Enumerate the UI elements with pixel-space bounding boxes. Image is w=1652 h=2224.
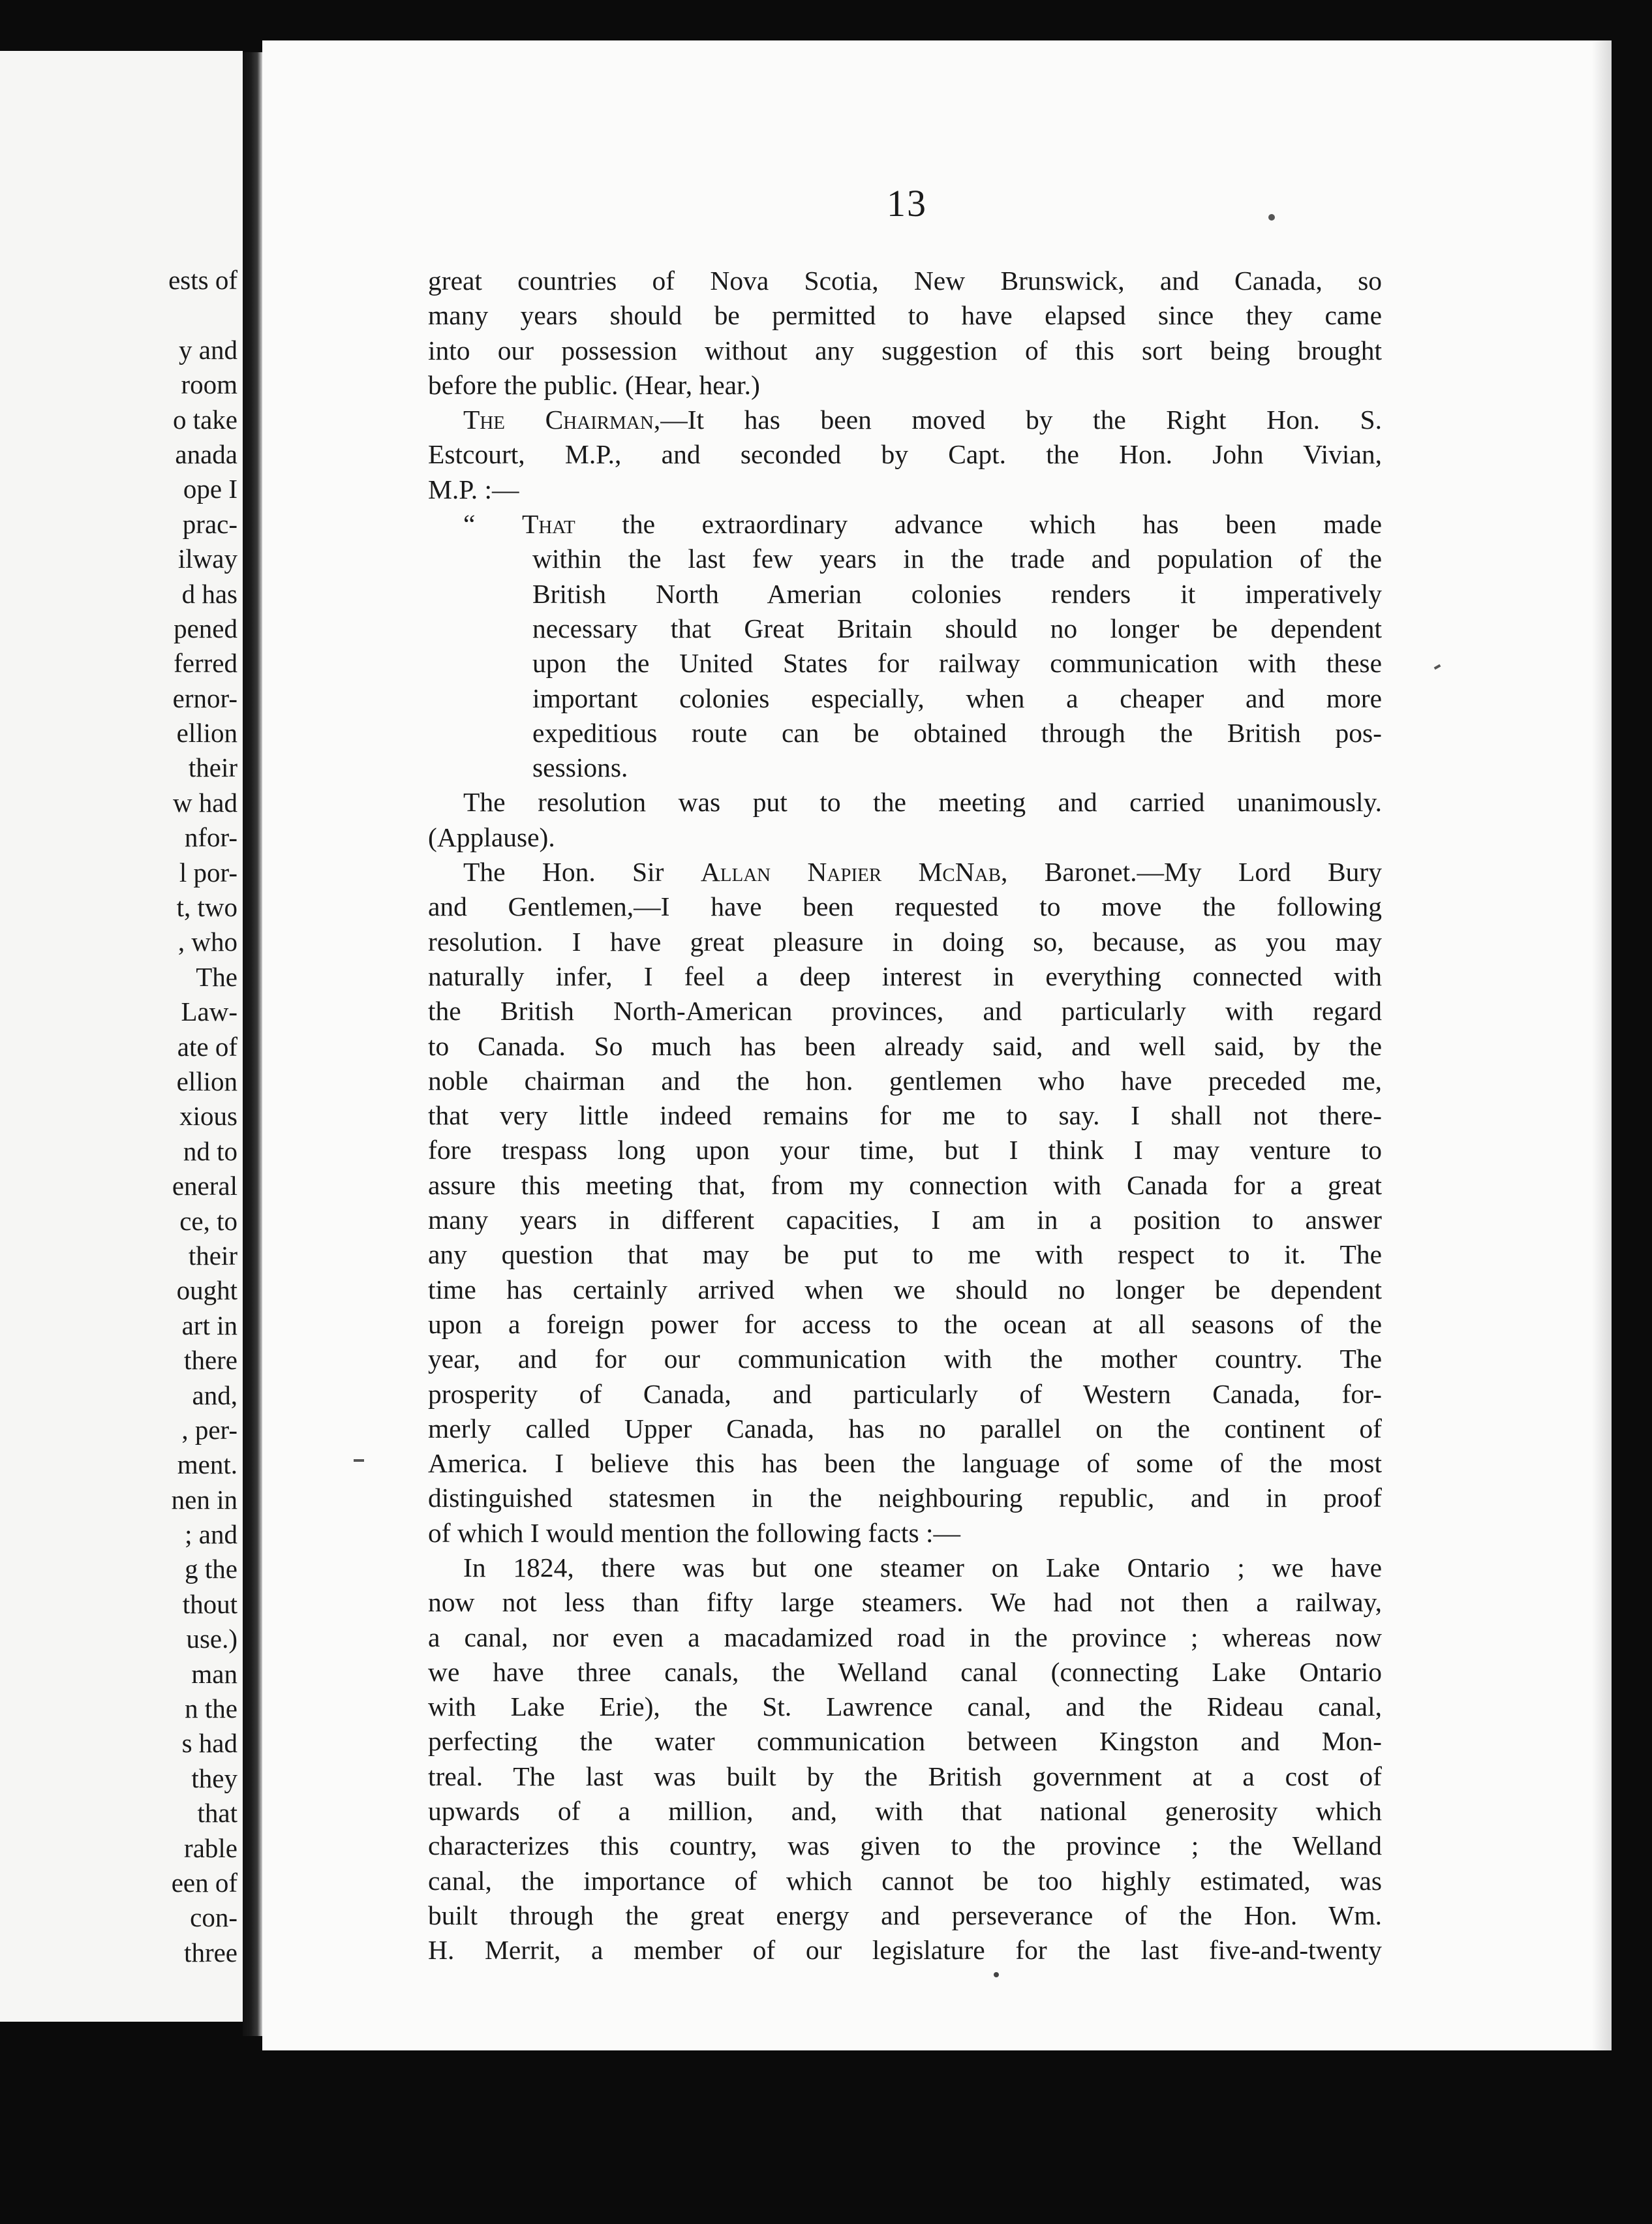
text-line <box>428 1620 1382 1655</box>
previous-page-line: pened <box>174 613 237 643</box>
text-line <box>428 577 1382 611</box>
line-text: and Gentlemen,—I have been requested to move the following <box>428 891 1382 922</box>
previous-page-line: ernor- <box>172 683 237 713</box>
line-text: of which I would mention the following facts :— <box>428 1517 961 1548</box>
line-text: to Canada. So much has been already said, and well said, by the <box>428 1030 1382 1061</box>
line-text: M.P. :— <box>428 474 519 504</box>
line-text: expeditious route can be obtained through the British pos- <box>532 717 1382 748</box>
text-line <box>428 889 1382 924</box>
previous-page-line: their <box>188 1240 237 1271</box>
text-line <box>428 1133 1382 1167</box>
previous-page-line: y and <box>179 334 237 365</box>
line-text: the extraordinary advance which has been made <box>575 509 1382 540</box>
line-text: prosperity of Canada, and particularly of Western Canada, for- <box>428 1378 1382 1409</box>
previous-page-line: ought <box>176 1275 237 1306</box>
previous-page-line: ate of <box>177 1031 237 1062</box>
text-line <box>428 1168 1382 1203</box>
previous-page-line: Law- <box>181 996 237 1027</box>
line-text: any question that may be put to me with respect to it. The <box>428 1239 1382 1270</box>
body-text <box>428 264 1382 1968</box>
previous-page-line: ope I <box>183 474 237 504</box>
previous-page-line: t, two <box>176 892 237 923</box>
previous-page-line: man <box>191 1658 237 1689</box>
line-prefix: “ <box>463 509 523 540</box>
line-text: now not less than fifty large steamers. We had not then a railway, <box>428 1587 1382 1618</box>
previous-page-line: ferred <box>174 648 237 679</box>
speaker-name: That <box>522 509 575 540</box>
text-line <box>428 1237 1382 1272</box>
text-line <box>428 646 1382 681</box>
line-text: In 1824, there was but one steamer on Lake Ontario ; we have <box>463 1552 1382 1583</box>
previous-page-line: that <box>197 1798 237 1829</box>
text-line <box>428 1794 1382 1829</box>
page-edge <box>1592 40 1612 2050</box>
text-line <box>428 785 1382 820</box>
line-text: time has certainly arrived when we should no longer be dependent <box>428 1274 1382 1305</box>
previous-page-line: con- <box>190 1902 237 1933</box>
previous-page-line: xious <box>179 1101 237 1132</box>
text-line <box>428 1551 1382 1585</box>
text-line <box>428 1516 1382 1551</box>
previous-page-line: ilway <box>177 544 237 574</box>
previous-page-line: there <box>184 1345 237 1376</box>
previous-page-line: w had <box>172 787 237 818</box>
line-text: resolution. I have great pleasure in doing so, because, as you may <box>428 926 1382 957</box>
previous-page-line: g the <box>185 1554 237 1584</box>
previous-page-line: room <box>181 369 237 400</box>
line-text: treal. The last was built by the British government at a cost of <box>428 1761 1382 1791</box>
text-line <box>428 1064 1382 1098</box>
line-text: H. Merrit, a member of our legislature for the last five-and-twenty <box>428 1935 1382 1966</box>
line-text: upon the United States for railway communication with these <box>532 648 1382 679</box>
previous-page-line: ; and <box>185 1519 237 1550</box>
text-line <box>428 681 1382 716</box>
line-text: canal, the importance of which cannot be too highly estimated, was <box>428 1865 1382 1896</box>
text-line <box>428 472 1382 507</box>
line-text: (Applause). <box>428 822 555 852</box>
line-text: we have three canals, the Welland canal (connecting Lake Ontario <box>428 1656 1382 1687</box>
previous-page-line: nen in <box>171 1484 237 1515</box>
speaker-name: Allan Napier McNab <box>700 857 1002 888</box>
text-line <box>428 1412 1382 1446</box>
margin-mark <box>354 1459 364 1462</box>
previous-page-line: ellion <box>176 718 237 749</box>
page-number: 13 <box>887 182 927 224</box>
previous-page-line: thout <box>182 1588 237 1619</box>
line-text: Estcourt, M.P., and seconded by Capt. the Hon. John Vivian, <box>428 439 1382 470</box>
previous-page-line: d has <box>181 578 237 609</box>
line-text: characterizes this country, was given to the province ; the Welland <box>428 1830 1382 1861</box>
text-line <box>428 368 1382 403</box>
line-text: the British North-American provinces, and particularly with regard <box>428 996 1382 1027</box>
line-text: year, and for our communication with the mother country. The <box>428 1344 1382 1374</box>
previous-page-line: een of <box>171 1867 237 1898</box>
previous-page-line: nd to <box>183 1135 237 1166</box>
text-line <box>428 264 1382 298</box>
book-gutter <box>243 52 262 2036</box>
line-text: before the public. (Hear, hear.) <box>428 369 760 400</box>
line-text: assure this meeting that, from my connection with Canada for a great <box>428 1169 1382 1200</box>
previous-page-line: ellion <box>176 1066 237 1096</box>
previous-page-line: and, <box>192 1380 237 1410</box>
text-line <box>428 1724 1382 1759</box>
previous-page-line: nfor- <box>184 822 237 853</box>
previous-page-line: ment. <box>177 1449 237 1480</box>
previous-page-line <box>3 298 237 332</box>
line-text: upwards of a million, and, with that national generosity which <box>428 1796 1382 1827</box>
text-line <box>428 1898 1382 1933</box>
text-line <box>428 750 1382 785</box>
speaker-name: The Chairman, <box>463 405 661 435</box>
ink-dot <box>1268 214 1275 221</box>
text-line <box>428 542 1382 576</box>
line-text: a canal, nor even a macadamized road in the province ; whereas now <box>428 1622 1382 1652</box>
previous-page-line: n the <box>185 1693 237 1724</box>
previous-page-line: s had <box>181 1728 237 1759</box>
line-text: —It has been moved by the Right Hon. S. <box>660 405 1382 435</box>
line-text: that very little indeed remains for me to say. I shall not there- <box>428 1100 1382 1131</box>
previous-page-line: three <box>184 1937 237 1968</box>
previous-page-line: , per- <box>181 1414 237 1445</box>
text-line <box>428 507 1382 542</box>
line-text: within the last few years in the trade and population of the <box>532 544 1382 574</box>
text-line <box>428 925 1382 959</box>
text-line <box>428 1690 1382 1724</box>
previous-page-line: ce, to <box>179 1205 237 1236</box>
previous-page-line: , who <box>177 927 237 957</box>
text-line <box>428 1098 1382 1133</box>
previous-page-line: prac- <box>182 508 237 539</box>
text-line <box>428 1829 1382 1863</box>
line-text: , Baronet.—My Lord Bury <box>1001 857 1382 888</box>
line-text: noble chairman and the hon. gentlemen who have preceded me, <box>428 1065 1382 1096</box>
text-line <box>428 1377 1382 1412</box>
text-line <box>428 1655 1382 1690</box>
ink-dot-bottom <box>994 1972 999 1977</box>
text-line <box>428 1342 1382 1376</box>
text-line <box>428 403 1382 437</box>
line-text: fore trespass long upon your time, but I think I may venture to <box>428 1135 1382 1166</box>
previous-page-line: art in <box>181 1310 237 1340</box>
text-line <box>428 1029 1382 1064</box>
text-line <box>428 1307 1382 1342</box>
line-text: important colonies especially, when a cheaper and more <box>532 683 1382 713</box>
text-line <box>428 855 1382 889</box>
line-text: great countries of Nova Scotia, New Brunswick, and Canada, so <box>428 266 1382 296</box>
previous-page-line: use.) <box>186 1624 237 1654</box>
previous-page-text <box>3 263 237 1970</box>
text-line <box>428 611 1382 646</box>
line-text: The resolution was put to the meeting and carried unanimously. <box>463 787 1382 818</box>
previous-page-line: l por- <box>179 857 237 888</box>
previous-page-line: eneral <box>172 1171 237 1201</box>
text-line <box>428 994 1382 1028</box>
text-line <box>428 1933 1382 1968</box>
previous-page-line: their <box>188 752 237 783</box>
text-line <box>428 820 1382 855</box>
previous-page-line: they <box>191 1763 237 1793</box>
line-prefix: The Hon. Sir <box>463 857 701 888</box>
previous-page-line: rable <box>184 1832 237 1863</box>
text-line <box>428 1759 1382 1794</box>
line-text: merly called Upper Canada, has no parallel on the continent of <box>428 1413 1382 1444</box>
line-text: into our possession without any suggestion of this sort being brought <box>428 335 1382 365</box>
text-line <box>428 333 1382 368</box>
line-text: built through the great energy and perseverance of the Hon. Wm. <box>428 1900 1382 1930</box>
line-text: sessions. <box>532 752 628 783</box>
previous-page-fragment <box>0 51 243 2022</box>
line-text: with Lake Erie), the St. Lawrence canal, and the Rideau canal, <box>428 1691 1382 1722</box>
previous-page-line: anada <box>175 439 237 469</box>
text-line <box>428 437 1382 472</box>
text-line <box>428 1446 1382 1481</box>
text-line <box>428 1585 1382 1620</box>
previous-page-line: The <box>196 961 237 992</box>
previous-page-line: o take <box>172 404 237 435</box>
line-text: many years should be permitted to have elapsed since they came <box>428 300 1382 331</box>
text-line <box>428 1203 1382 1237</box>
line-text: many years in different capacities, I am in a position to answer <box>428 1205 1382 1235</box>
line-text: perfecting the water communication between Kingston and Mon- <box>428 1726 1382 1757</box>
line-text: America. I believe this has been the language of some of the most <box>428 1448 1382 1479</box>
text-line <box>428 1273 1382 1307</box>
line-text: naturally infer, I feel a deep interest in everything connected with <box>428 961 1382 991</box>
line-text: distinguished statesmen in the neighbouring republic, and in proof <box>428 1483 1382 1513</box>
text-line <box>428 716 1382 750</box>
previous-page-line: ests of <box>168 265 237 295</box>
line-text: British North Amerian colonies renders it imperatively <box>532 578 1382 609</box>
text-line <box>428 959 1382 994</box>
line-text: upon a foreign power for access to the ocean at all seasons of the <box>428 1308 1382 1339</box>
text-line <box>428 1481 1382 1515</box>
text-line <box>428 298 1382 333</box>
text-line <box>428 1864 1382 1898</box>
line-text: necessary that Great Britain should no longer be dependent <box>532 613 1382 643</box>
